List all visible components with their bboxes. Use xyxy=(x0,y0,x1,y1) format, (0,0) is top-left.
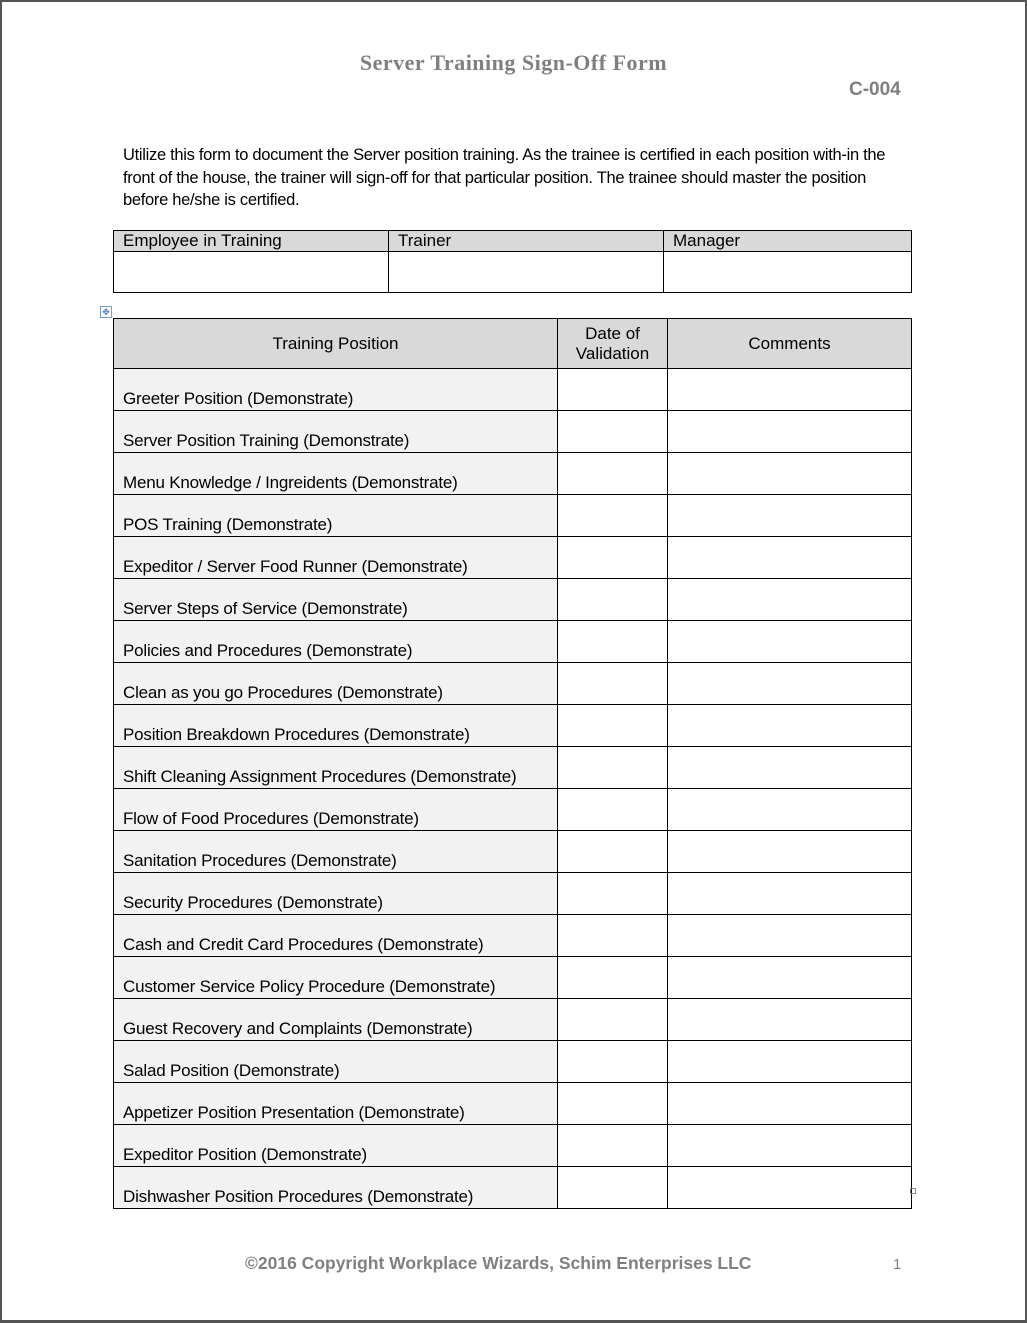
header-comments: Comments xyxy=(668,319,912,369)
form-code: C-004 xyxy=(849,79,901,100)
date-of-validation-cell[interactable] xyxy=(558,1083,668,1125)
date-of-validation-cell[interactable] xyxy=(558,579,668,621)
training-position: Dishwasher Position Procedures (Demonstrate) xyxy=(114,1167,558,1209)
training-position: Shift Cleaning Assignment Procedures (Demonstrate) xyxy=(114,747,558,789)
comments-cell[interactable] xyxy=(668,1041,912,1083)
table-row xyxy=(114,1125,912,1167)
training-position: Appetizer Position Presentation (Demonstrate) xyxy=(114,1083,558,1125)
training-position: Server Steps of Service (Demonstrate) xyxy=(114,579,558,621)
table-row xyxy=(114,453,912,495)
comments-cell[interactable] xyxy=(668,411,912,453)
comments-cell[interactable] xyxy=(668,495,912,537)
date-of-validation-cell[interactable] xyxy=(558,747,668,789)
date-of-validation-cell[interactable] xyxy=(558,831,668,873)
training-position: Clean as you go Procedures (Demonstrate) xyxy=(114,663,558,705)
intro-text: Utilize this form to document the Server position training. As the trainee is certified in each position with-in the front of the house, the trainer will sign-off for that particular position. The trainee should master the position before he/she is certified. xyxy=(123,146,886,209)
table-row xyxy=(114,873,912,915)
table-row xyxy=(114,621,912,663)
date-of-validation-cell[interactable] xyxy=(558,999,668,1041)
footer-copyright: ©2016 Copyright Workplace Wizards, Schim Enterprises LLC xyxy=(245,1253,752,1273)
comments-cell[interactable] xyxy=(668,999,912,1041)
table-row xyxy=(114,789,912,831)
comments-cell[interactable] xyxy=(668,789,912,831)
comments-cell[interactable] xyxy=(668,453,912,495)
date-of-validation-cell[interactable] xyxy=(558,1041,668,1083)
table-row xyxy=(114,999,912,1041)
table-row xyxy=(114,915,912,957)
training-position: Policies and Procedures (Demonstrate) xyxy=(114,621,558,663)
date-of-validation-cell[interactable] xyxy=(558,369,668,411)
training-position: Server Position Training (Demonstrate) xyxy=(114,411,558,453)
date-of-validation-cell[interactable] xyxy=(558,495,668,537)
table-row xyxy=(114,369,912,411)
comments-cell[interactable] xyxy=(668,579,912,621)
table-row xyxy=(114,663,912,705)
comments-cell[interactable] xyxy=(668,621,912,663)
date-of-validation-cell[interactable] xyxy=(558,621,668,663)
comments-cell[interactable] xyxy=(668,1167,912,1209)
table-resize-handle[interactable] xyxy=(910,1188,916,1194)
table-row xyxy=(114,1167,912,1209)
employee-field[interactable] xyxy=(114,252,389,293)
form-title: Server Training Sign-Off Form xyxy=(359,50,668,75)
table-row xyxy=(114,747,912,789)
table-row xyxy=(114,411,912,453)
comments-cell[interactable] xyxy=(668,915,912,957)
comments-cell[interactable] xyxy=(668,957,912,999)
date-of-validation-cell[interactable] xyxy=(558,789,668,831)
training-position: Customer Service Policy Procedure (Demonstrate) xyxy=(114,957,558,999)
date-of-validation-cell[interactable] xyxy=(558,1125,668,1167)
comments-cell[interactable] xyxy=(668,873,912,915)
date-of-validation-cell[interactable] xyxy=(558,411,668,453)
table-row xyxy=(114,831,912,873)
signoff-table xyxy=(113,230,912,293)
table-row xyxy=(114,495,912,537)
table-row xyxy=(114,579,912,621)
training-position: Sanitation Procedures (Demonstrate) xyxy=(114,831,558,873)
header-date-of-validation: Date of Validation xyxy=(558,319,668,369)
table-row xyxy=(114,537,912,579)
manager-field[interactable] xyxy=(664,252,912,293)
date-of-validation-cell[interactable] xyxy=(558,915,668,957)
comments-cell[interactable] xyxy=(668,537,912,579)
comments-cell[interactable] xyxy=(668,747,912,789)
training-position: Security Procedures (Demonstrate) xyxy=(114,873,558,915)
comments-cell[interactable] xyxy=(668,663,912,705)
comments-cell[interactable] xyxy=(668,1125,912,1167)
header-training-position: Training Position xyxy=(114,319,558,369)
training-table xyxy=(113,318,912,1209)
training-position: Expeditor Position (Demonstrate) xyxy=(114,1125,558,1167)
table-row xyxy=(114,1041,912,1083)
header-employee: Employee in Training xyxy=(114,231,389,252)
training-position: Guest Recovery and Complaints (Demonstrate) xyxy=(114,999,558,1041)
table-row xyxy=(114,957,912,999)
date-of-validation-cell[interactable] xyxy=(558,663,668,705)
comments-cell[interactable] xyxy=(668,369,912,411)
date-of-validation-cell[interactable] xyxy=(558,537,668,579)
training-position: Position Breakdown Procedures (Demonstrate) xyxy=(114,705,558,747)
comments-cell[interactable] xyxy=(668,1083,912,1125)
date-of-validation-cell[interactable] xyxy=(558,957,668,999)
training-position: Salad Position (Demonstrate) xyxy=(114,1041,558,1083)
page-number: 1 xyxy=(893,1256,902,1273)
table-row xyxy=(114,705,912,747)
training-position: Menu Knowledge / Ingreidents (Demonstrate) xyxy=(114,453,558,495)
table-row xyxy=(114,1083,912,1125)
training-position: Cash and Credit Card Procedures (Demonstrate) xyxy=(114,915,558,957)
comments-cell[interactable] xyxy=(668,705,912,747)
training-position: Greeter Position (Demonstrate) xyxy=(114,369,558,411)
training-position: Expeditor / Server Food Runner (Demonstrate) xyxy=(114,537,558,579)
training-position: POS Training (Demonstrate) xyxy=(114,495,558,537)
date-of-validation-cell[interactable] xyxy=(558,873,668,915)
header-trainer: Trainer xyxy=(389,231,664,252)
trainer-field[interactable] xyxy=(389,252,664,293)
date-of-validation-cell[interactable] xyxy=(558,1167,668,1209)
table-move-handle-icon[interactable]: ✥ xyxy=(100,306,112,318)
header-manager: Manager xyxy=(664,231,912,252)
comments-cell[interactable] xyxy=(668,831,912,873)
training-position: Flow of Food Procedures (Demonstrate) xyxy=(114,789,558,831)
date-of-validation-cell[interactable] xyxy=(558,705,668,747)
date-of-validation-cell[interactable] xyxy=(558,453,668,495)
